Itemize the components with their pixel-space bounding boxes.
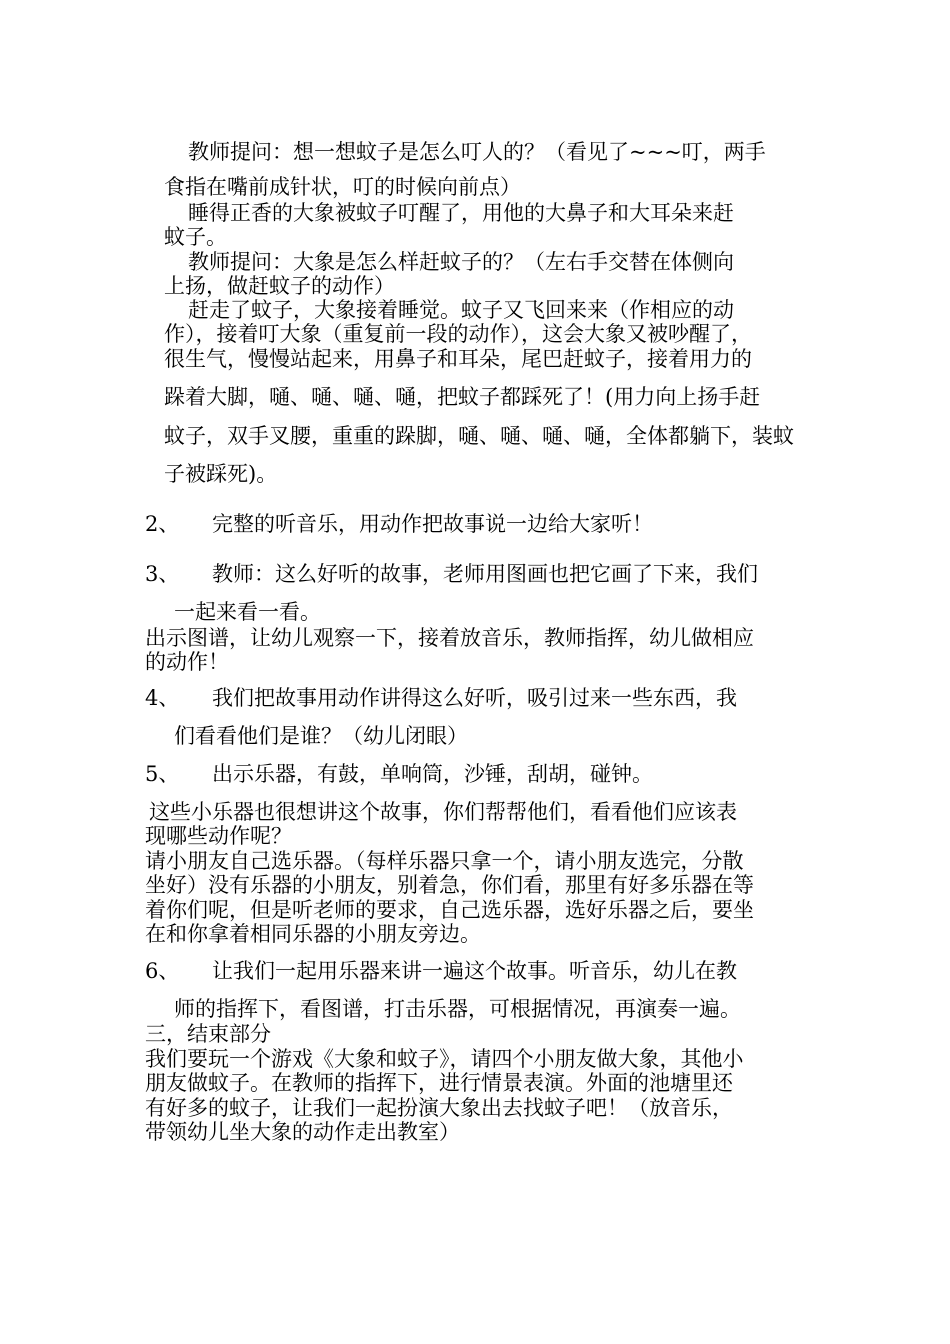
text-line: 作），接着叮大象（重复前一段的动作），这会大象又被吵醒了， bbox=[164, 322, 752, 346]
text-line: 我们把故事用动作讲得这么好听，吸引过来一些东西，我 bbox=[212, 686, 737, 710]
text-line: 一起来看一看。 bbox=[174, 600, 321, 624]
text-line: 师的指挥下，看图谱，打击乐器，可根据情况，再演奏一遍。 bbox=[174, 997, 741, 1021]
text-line: 们看看他们是谁？（幼儿闭眼） bbox=[174, 724, 468, 748]
list-number: 6、 bbox=[145, 959, 180, 983]
text-line: 教师：这么好听的故事，老师用图画也把它画了下来，我们 bbox=[212, 562, 758, 586]
text-line: 坐好）没有乐器的小朋友，别着急，你们看，那里有好多乐器在等 bbox=[145, 873, 754, 897]
text-line: 蚊子。 bbox=[164, 225, 227, 249]
list-number: 5、 bbox=[145, 762, 180, 786]
text-line: 上扬，做赶蚊子的动作） bbox=[164, 274, 395, 298]
text-line: 在和你拿着相同乐器的小朋友旁边。 bbox=[145, 922, 481, 946]
text-line: 带领幼儿坐大象的动作走出教室） bbox=[145, 1120, 460, 1144]
text-line: 跺着大脚，嗵、嗵、嗵、嗵，把蚊子都踩死了！(用力向上扬手赶 bbox=[164, 385, 761, 409]
text-line: 教师提问：大象是怎么样赶蚊子的？（左右手交替在体侧向 bbox=[188, 250, 734, 274]
text-line: 子被踩死)。 bbox=[164, 462, 278, 486]
text-line: 出示乐器，有鼓，单响筒，沙锤，刮胡，碰钟。 bbox=[212, 762, 653, 786]
text-line: 赶走了蚊子，大象接着睡觉。蚊子又飞回来来（作相应的动 bbox=[188, 298, 734, 322]
text-line: 我们要玩一个游戏《大象和蚊子》，请四个小朋友做大象，其他小 bbox=[145, 1047, 744, 1071]
list-number: 4、 bbox=[145, 686, 180, 710]
text-line: 教师提问：想一想蚊子是怎么叮人的？（看见了~~~叮，两手 bbox=[188, 140, 766, 164]
list-number: 3、 bbox=[145, 562, 180, 586]
text-line: 完整的听音乐，用动作把故事说一边给大家听！ bbox=[212, 512, 653, 536]
text-line: 的动作！ bbox=[145, 650, 229, 674]
text-line: 这些小乐器也很想讲这个故事，你们帮帮他们，看看他们应该表 bbox=[149, 800, 737, 824]
text-line: 朋友做蚊子。在教师的指挥下，进行情景表演。外面的池塘里还 bbox=[145, 1071, 733, 1095]
text-line: 蚊子，双手叉腰，重重的跺脚，嗵、嗵、嗵、嗵，全体都躺下，装蚊 bbox=[164, 424, 794, 448]
text-line: 食指在嘴前成针状，叮的时候向前点） bbox=[164, 175, 521, 199]
text-line: 着你们呢，但是听老师的要求，自己选乐器，选好乐器之后，要坐 bbox=[145, 898, 754, 922]
text-line: 现哪些动作呢？ bbox=[145, 824, 292, 848]
section-heading: 三，结束部分 bbox=[145, 1022, 271, 1046]
text-line: 睡得正香的大象被蚊子叮醒了，用他的大鼻子和大耳朵来赶 bbox=[188, 201, 734, 225]
text-line: 有好多的蚊子，让我们一起扮演大象出去找蚊子吧！（放音乐， bbox=[145, 1096, 733, 1120]
list-number: 2、 bbox=[145, 512, 180, 536]
text-line: 出示图谱，让幼儿观察一下，接着放音乐，教师指挥，幼儿做相应 bbox=[145, 626, 754, 650]
text-line: 请小朋友自己选乐器。（每样乐器只拿一个，请小朋友选完，分散 bbox=[145, 849, 744, 873]
text-line: 让我们一起用乐器来讲一遍这个故事。听音乐，幼儿在教 bbox=[212, 959, 737, 983]
text-line: 很生气，慢慢站起来，用鼻子和耳朵，尾巴赶蚊子，接着用力的 bbox=[164, 347, 752, 371]
